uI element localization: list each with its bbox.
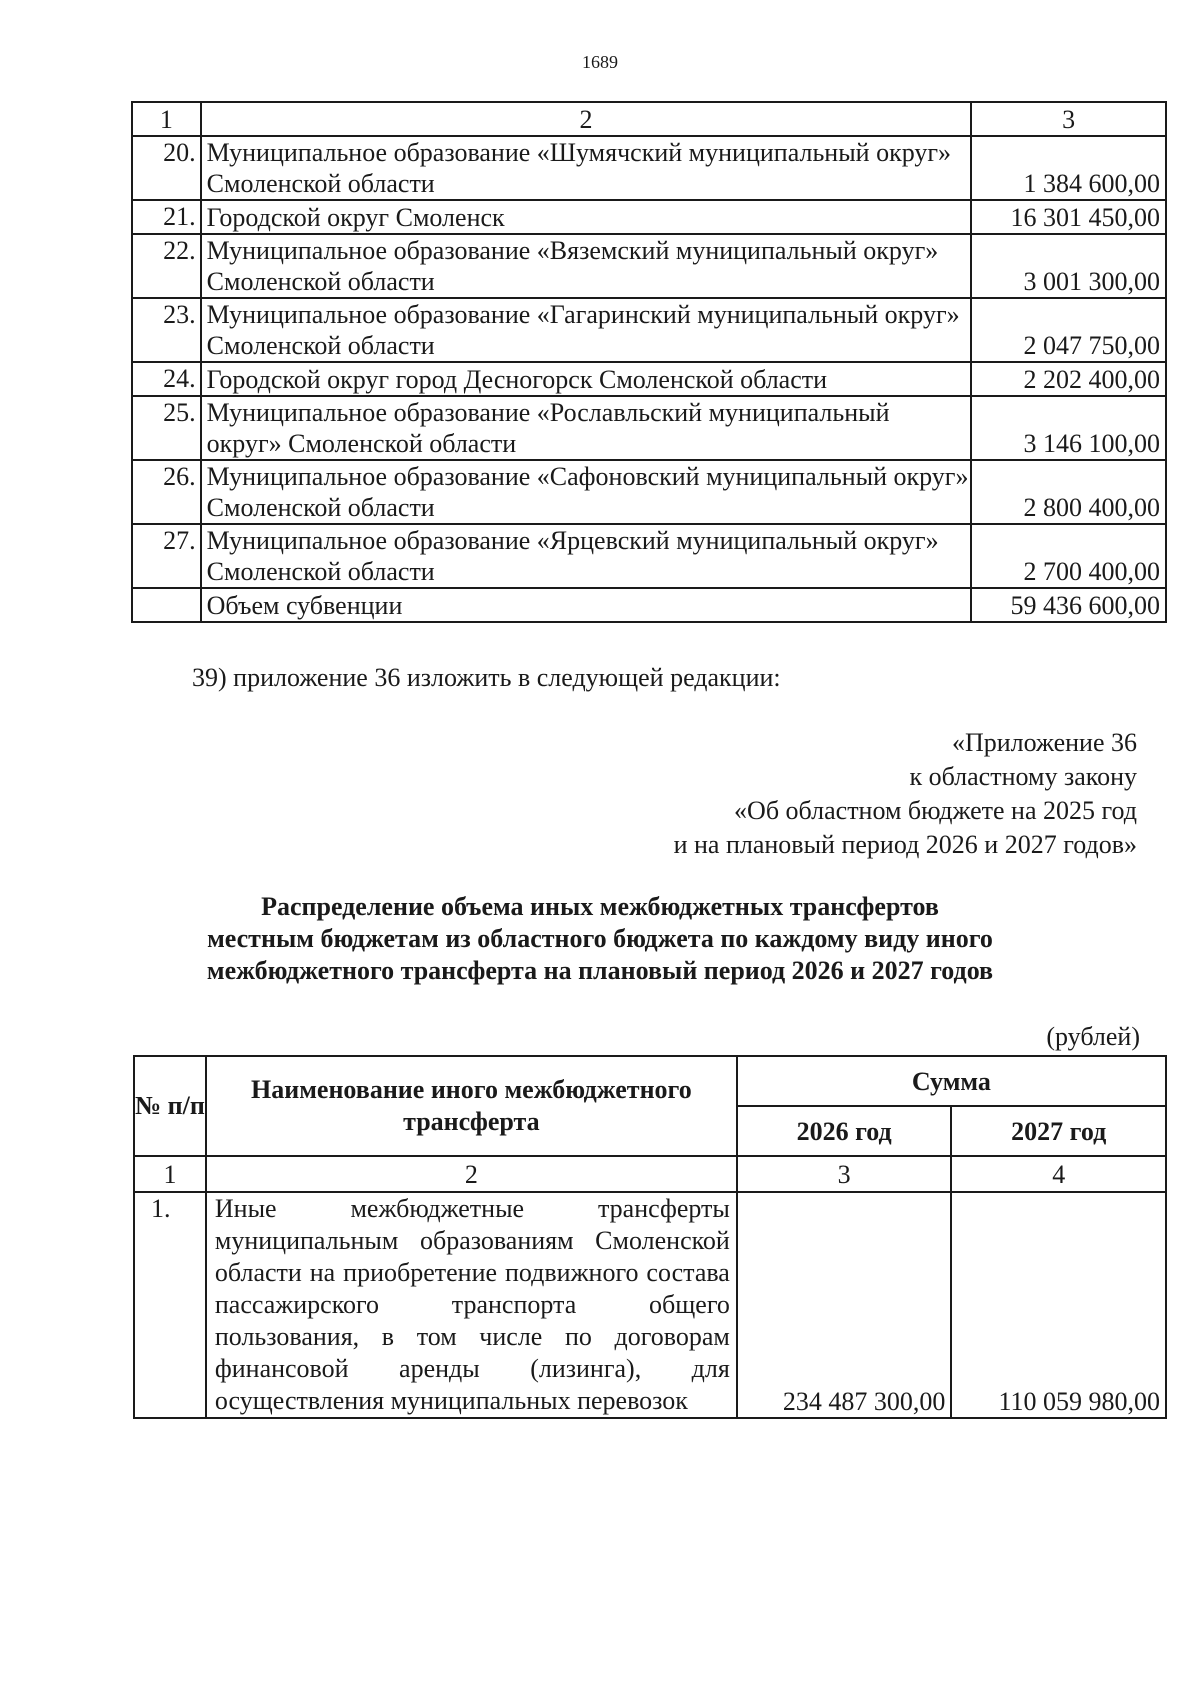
table-row [132,396,1166,460]
municipality-name: Муниципальное образование «Вяземский муниципальный округ» Смоленской области [201,234,972,298]
column-number-4: 4 [951,1156,1166,1192]
table-row [132,362,1166,396]
row-number: 24. [132,362,201,396]
municipality-name: Муниципальное образование «Рославльский муниципальный округ» Смоленской области [201,396,972,460]
table-row [132,200,1166,234]
amount: 2 047 750,00 [971,298,1166,362]
header-sum: Сумма [737,1056,1166,1106]
municipality-name: Муниципальное образование «Ярцевский муниципальный округ» Смоленской области [201,524,972,588]
units-label: (рублей) [1046,1022,1140,1051]
column-number-3: 3 [971,102,1166,136]
row-number: 23. [132,298,201,362]
amount: 3 146 100,00 [971,396,1166,460]
column-number-row [134,1156,1166,1192]
municipality-name: Муниципальное образование «Шумячский муниципальный округ» Смоленской области [201,136,972,200]
header-number: № п/п [134,1056,206,1156]
total-label: Объем субвенции [201,588,972,622]
table-row [132,298,1166,362]
header-transfer-name: Наименование иного межбюджетного трансферта [206,1056,737,1156]
appendix-line: «Приложение 36 [951,728,1137,757]
column-number-2: 2 [206,1156,737,1192]
total-row [132,588,1166,622]
appendix-line: к областному закону [909,762,1137,791]
municipality-name: Муниципальное образование «Гагаринский муниципальный округ» Смоленской области [201,298,972,362]
heading-line: межбюджетного трансферта на плановый период 2026 и 2027 годов [206,956,994,985]
appendix-line: и на плановый период 2026 и 2027 годов» [673,830,1137,859]
table-row [134,1192,1166,1418]
table-row [132,460,1166,524]
heading-line: Распределение объема иных межбюджетных трансфертов [261,892,939,921]
amendment-paragraph: 39) приложение 36 изложить в следующей редакции: [192,663,781,692]
amount-2026: 234 487 300,00 [737,1192,952,1418]
amount: 1 384 600,00 [971,136,1166,200]
amount: 2 800 400,00 [971,460,1166,524]
row-number: 26. [132,460,201,524]
page-number: 1689 [582,52,618,72]
header-year-2026: 2026 год [737,1106,952,1156]
municipality-name: Городской округ Смоленск [201,200,972,234]
row-number: 21. [132,200,201,234]
amount: 3 001 300,00 [971,234,1166,298]
amount: 2 202 400,00 [971,362,1166,396]
header-year-2027: 2027 год [951,1106,1166,1156]
amount: 16 301 450,00 [971,200,1166,234]
document-heading [0,891,1200,987]
total-number-cell [132,588,201,622]
column-number-2: 2 [201,102,972,136]
municipality-name: Городской округ город Десногорск Смоленской области [201,362,972,396]
column-number-3: 3 [737,1156,952,1192]
row-number: 27. [132,524,201,588]
row-number: 22. [132,234,201,298]
appendix-line: «Об областном бюджете на 2025 год [734,796,1137,825]
total-amount: 59 436 600,00 [971,588,1166,622]
row-number: 20. [132,136,201,200]
amount: 2 700 400,00 [971,524,1166,588]
column-number-1: 1 [132,102,201,136]
table-row [132,234,1166,298]
table-row [132,136,1166,200]
column-number-1: 1 [134,1156,206,1192]
transfers-table [133,1055,1167,1419]
appendix-reference [674,726,1137,862]
row-number: 25. [132,396,201,460]
heading-line: местным бюджетам из областного бюджета по каждому виду иного [207,924,993,953]
municipality-name: Муниципальное образование «Сафоновский муниципальный округ» Смоленской области [201,460,972,524]
subvention-table [131,101,1167,623]
row-number: 1. [134,1192,206,1418]
transfer-name: Иные межбюджетные трансферты муниципальным образованиям Смоленской области на приобретение подвижного состава пассажирского транспорта общего пользования, в том числе по договорам финансовой аренды (лизинга), для осуществления муниципальных перевозок [206,1192,737,1418]
table-header-row [132,102,1166,136]
table-header-row [134,1056,1166,1106]
amount-2027: 110 059 980,00 [951,1192,1166,1418]
table-row [132,524,1166,588]
